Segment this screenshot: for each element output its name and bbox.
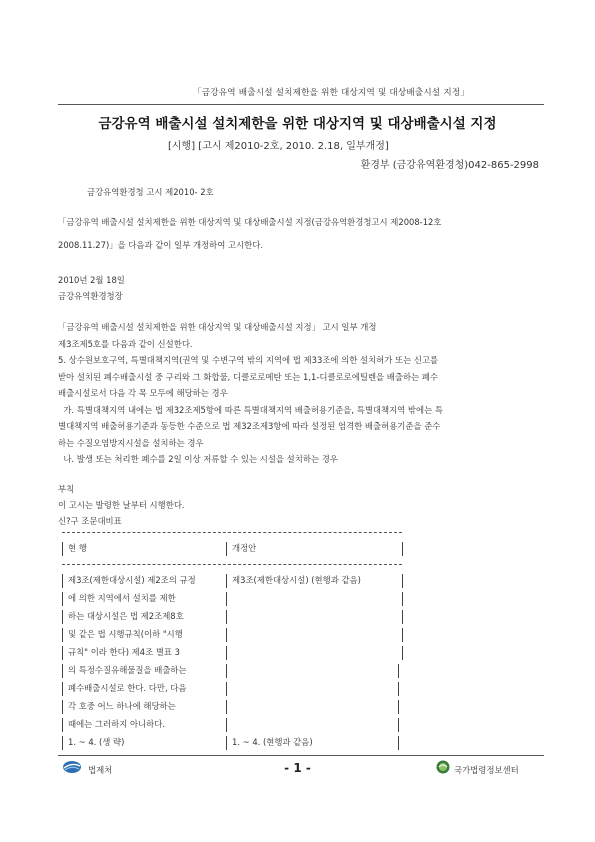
amendment-line: 「금강유역 배출시설 설치제한을 위한 대상지역 및 대상배출시설 지정」 고시 일부 개정 (58, 322, 377, 332)
table-row (62, 628, 404, 644)
current-cell: 하는 대상시설은 법 제2조제8호 (68, 611, 184, 621)
table-row (62, 592, 404, 608)
enforcement-info: [시행] [고시 제2010-2호, 2010. 2.18, 일부개정] (168, 141, 389, 152)
amendment-line: 제3조제5호를 다음과 같이 신설한다. (58, 338, 193, 349)
table-header-rule (62, 564, 402, 565)
table-row (62, 736, 404, 752)
amendment-line: 나. 발생 또는 처리한 폐수를 2일 이상 저류할 수 있는 시설을 설치하는 경우 (58, 454, 338, 464)
current-cell: 1. ~ 4. (생 략) (68, 737, 125, 747)
comparison-table-title: 신?구 조문대비표 (58, 516, 122, 526)
table-row (62, 682, 404, 698)
amendment-line: 배출시설로서 다음 각 목 모두에 해당하는 경우 (58, 388, 228, 398)
table-row (62, 610, 404, 626)
document-title: 금강유역 배출시설 설치제한을 위한 대상지역 및 대상배출시설 지정 (98, 116, 497, 132)
page-number: - 1 - (284, 761, 311, 775)
addenda-label: 부칙 (58, 484, 75, 494)
law-center-logo-icon (436, 760, 450, 774)
amendment-line: 받아 설치된 폐수배출시설 중 구리와 그 화합물, 디클로로메탄 또는 1,1-디클로로에틸렌을 배출하는 폐수 (58, 371, 438, 382)
header-current: 현 행 (68, 543, 87, 553)
footer-right-label: 국가법령정보센터 (454, 765, 519, 775)
notice-number: 금강유역환경청 고시 제2010- 2호 (87, 187, 214, 197)
table-row (62, 664, 404, 680)
current-cell: 때에는 그러하지 아니하다. (68, 719, 165, 729)
table-row (62, 574, 404, 590)
table-row (62, 646, 404, 662)
current-cell: 각 호중 어느 하나에 해당하는 (68, 701, 176, 711)
intro-line-1: 「금강유역 배출시설 설치제한을 위한 대상지역 및 대상배출시설 지정(금강유역환경청고시 제2008-12호 (58, 217, 442, 227)
intro-line-2: 2008.11.27)」을 다음과 같이 일부 개정하여 고시한다. (58, 240, 264, 250)
amendment-line: 가. 특별대책지역 내에는 법 제32조제5항에 따른 특별대책지역 배출허용기준을, 특별대책지역 밖에는 특 (58, 404, 443, 415)
table-row (62, 700, 404, 716)
amendment-line: 5. 상수원보호구역, 특별대책지역(권역 및 수변구역 밖의 지역에 법 제33조에 의한 설치허가 또는 신고를 (58, 355, 439, 365)
amendment-body (58, 319, 443, 468)
footer-rule (58, 755, 544, 756)
running-header: 「금강유역 배출시설 설치제한을 위한 대상지역 및 대상배출시설 지정」 (193, 88, 470, 98)
table-top-rule (62, 532, 402, 533)
table-header-row (62, 542, 404, 558)
current-cell: 제3조(제한대상시설) 제2조의 규정 (68, 575, 196, 585)
amendment-line: 별대책지역 배출허용기준과 동등한 수준으로 법 제32조제3항에 따라 설정된 엄격한 배출허용기준을 준수 (58, 421, 441, 431)
notice-date: 2010년 2월 18일 (58, 275, 125, 285)
current-cell: 에 의한 지역에서 설치를 제한 (68, 593, 176, 603)
footer-left-label: 법제처 (88, 765, 113, 775)
current-cell: 의 특정수질유해물질을 배출하는 (68, 665, 187, 675)
amendment-line: 하는 수질오염방지시설을 설치하는 경우 (58, 437, 204, 448)
current-cell: 및 같은 법 시행규칙(이하 "시행 (68, 629, 183, 639)
table-row (62, 718, 404, 734)
issuer: 금강유역환경청장 (58, 291, 123, 301)
agency-contact: 환경부 (금강유역환경청)042-865-2998 (360, 160, 539, 171)
header-rule (58, 104, 544, 105)
revised-cell: 제3조(제한대상시설) (현행과 같음) (232, 575, 361, 585)
current-cell: 폐수배출시설로 한다. 다만, 다음 (68, 683, 187, 693)
enforcement-clause: 이 고시는 발령한 날부터 시행한다. (58, 500, 185, 510)
revised-cell: 1. ~ 4. (현행과 같음) (232, 737, 313, 747)
current-cell: 규칙" 이라 한다) 제4조 별표 3 (68, 647, 180, 657)
header-revised: 개정안 (232, 543, 257, 553)
